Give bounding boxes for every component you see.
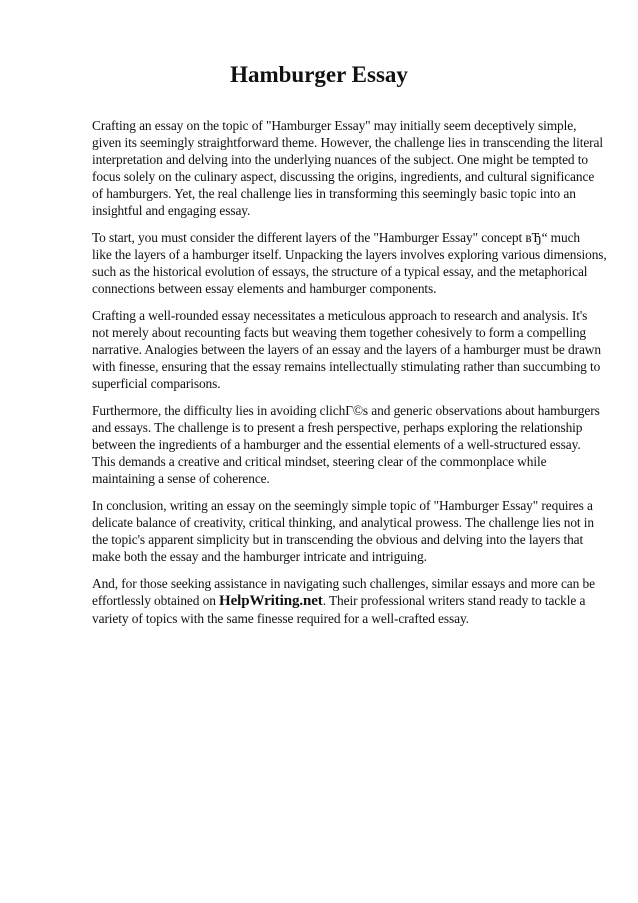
paragraph-line: such as the historical evolution of essays, the structure of a typical essay, and the metaphorical	[92, 264, 588, 279]
paragraph-line: interpretation and delving into the underlying nuances of the subject. One might be tempted to	[92, 152, 588, 167]
paragraph-line: insightful and engaging essay.	[92, 203, 251, 218]
paragraph-5	[92, 497, 592, 565]
paragraph-line: make both the essay and the hamburger intricate and intriguing.	[92, 549, 427, 564]
paragraph-line: In conclusion, writing an essay on the seemingly simple topic of "Hamburger Essay" requires a	[92, 498, 593, 513]
paragraph-line: To start, you must consider the different layers of the "Hamburger Essay" concept вЂ“ much	[92, 230, 581, 245]
paragraph-line: And, for those seeking assistance in navigating such challenges, similar essays and more can be	[92, 576, 595, 591]
paragraph-line: variety of topics with the same finesse required for a well-crafted essay.	[92, 611, 469, 626]
helpwriting-link[interactable]: HelpWriting.net	[219, 593, 323, 609]
paragraph-line: connections between essay elements and hamburger components.	[92, 281, 437, 296]
page-title: Hamburger Essay	[230, 62, 408, 87]
paragraph-line: with finesse, ensuring that the essay remains intellectually stimulating rather than succumbing to	[92, 359, 601, 374]
paragraph-line: and essays. The challenge is to present a fresh perspective, perhaps exploring the relationship	[92, 420, 583, 435]
paragraph-line: narrative. Analogies between the layers of an essay and the layers of a hamburger must be drawn	[92, 342, 601, 357]
paragraph-1	[92, 117, 603, 219]
paragraph-line: superficial comparisons.	[92, 376, 221, 391]
paragraph-4	[92, 402, 600, 487]
essay-body	[92, 117, 607, 637]
paragraph-2	[92, 229, 607, 297]
paragraph-line: Crafting an essay on the topic of "Hamburger Essay" may initially seem deceptively simple,	[92, 118, 577, 133]
text-before-link: effortlessly obtained on	[92, 593, 220, 608]
paragraph-line: Furthermore, the difficulty lies in avoiding clichГ©s and generic observations about hamburgers	[92, 403, 600, 418]
paragraph-line: of hamburgers. Yet, the real challenge lies in transforming this seemingly basic topic into an	[92, 186, 576, 201]
paragraph-6	[92, 575, 595, 627]
paragraph-line: Crafting a well-rounded essay necessitates a meticulous approach to research and analysis. It's	[92, 308, 588, 323]
paragraph-line: delicate balance of creativity, critical thinking, and analytical prowess. The challenge lies not in	[92, 515, 594, 530]
paragraph-line: This demands a creative and critical mindset, steering clear of the commonplace while	[92, 454, 547, 469]
paragraph-line: maintaining a sense of coherence.	[92, 471, 270, 486]
paragraph-3	[92, 307, 601, 392]
paragraph-line: not merely about recounting facts but weaving them together cohesively to form a compelling	[92, 325, 587, 340]
paragraph-line-with-link	[92, 592, 592, 610]
paragraph-line: given its seemingly straightforward theme. However, the challenge lies in transcending the literal	[92, 135, 603, 150]
text-after-link: . Their professional writers stand ready to tackle a	[322, 593, 586, 608]
paragraph-line: between the ingredients of a hamburger and the essential elements of a well-structured essay.	[92, 437, 581, 452]
paragraph-line: like the layers of a hamburger itself. Unpacking the layers involves exploring various dimensions,	[92, 247, 607, 262]
paragraph-line: the topic's apparent simplicity but in transcending the obvious and delving into the layers that	[92, 532, 584, 547]
paragraph-line: focus solely on the culinary aspect, discussing the origins, ingredients, and cultural significance	[92, 169, 595, 184]
